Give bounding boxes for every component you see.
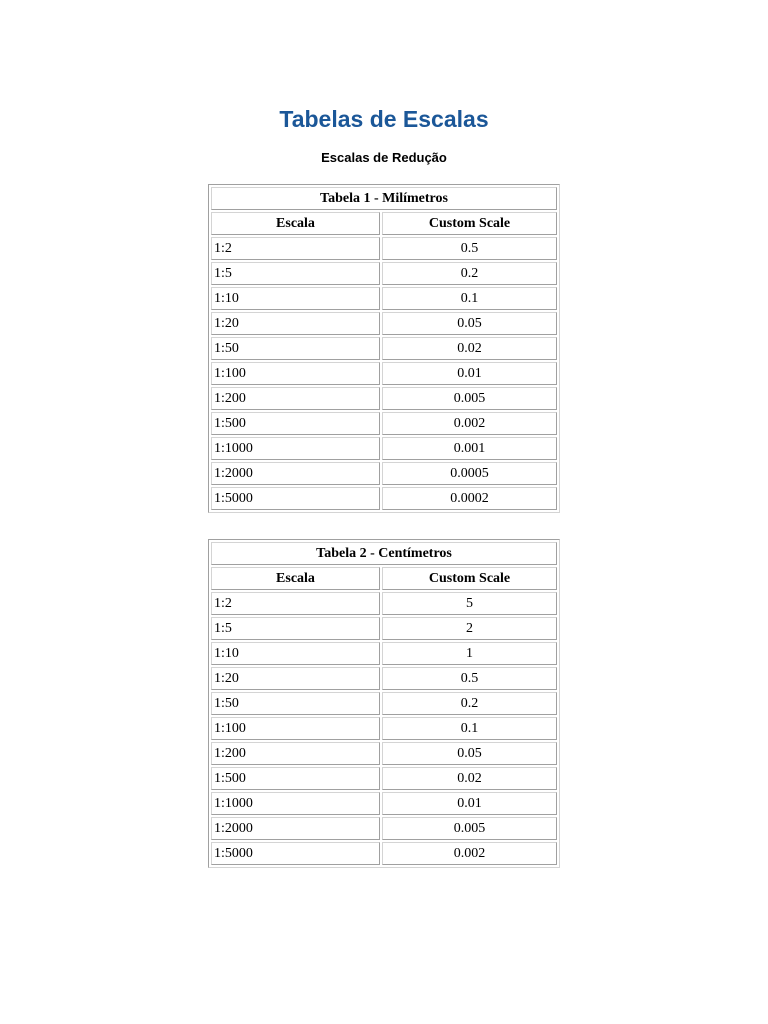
table-header-row xyxy=(211,212,557,235)
scale-ratio-cell: 1:2000 xyxy=(211,462,380,485)
custom-scale-cell: 0.002 xyxy=(382,842,557,865)
page-title: Tabelas de Escalas xyxy=(279,106,489,132)
table-row xyxy=(211,437,557,460)
custom-scale-cell: 0.5 xyxy=(382,237,557,260)
page-subtitle: Escalas de Redução xyxy=(321,150,447,165)
custom-scale-cell: 0.005 xyxy=(382,817,557,840)
table-row xyxy=(211,692,557,715)
column-header-escala: Escala xyxy=(211,212,380,235)
scale-ratio-cell: 1:10 xyxy=(211,287,380,310)
table-row xyxy=(211,237,557,260)
custom-scale-cell: 0.005 xyxy=(382,387,557,410)
scale-ratio-cell: 1:1000 xyxy=(211,437,380,460)
custom-scale-cell: 1 xyxy=(382,642,557,665)
scale-ratio-cell: 1:20 xyxy=(211,667,380,690)
table-row xyxy=(211,337,557,360)
custom-scale-cell: 0.1 xyxy=(382,717,557,740)
scale-ratio-cell: 1:50 xyxy=(211,692,380,715)
table-row xyxy=(211,592,557,615)
table-row xyxy=(211,412,557,435)
custom-scale-cell: 0.0005 xyxy=(382,462,557,485)
table-row xyxy=(211,792,557,815)
table-caption: Tabela 2 - Centímetros xyxy=(211,542,557,565)
table-row xyxy=(211,742,557,765)
scale-ratio-cell: 1:5000 xyxy=(211,487,380,510)
table-row xyxy=(211,842,557,865)
custom-scale-cell: 2 xyxy=(382,617,557,640)
scale-ratio-cell: 1:5 xyxy=(211,262,380,285)
scale-ratio-cell: 1:2 xyxy=(211,237,380,260)
scale-ratio-cell: 1:2000 xyxy=(211,817,380,840)
table-row xyxy=(211,642,557,665)
custom-scale-cell: 0.002 xyxy=(382,412,557,435)
table-row xyxy=(211,462,557,485)
table-caption-row xyxy=(211,542,557,565)
custom-scale-cell: 0.05 xyxy=(382,742,557,765)
table-row xyxy=(211,262,557,285)
column-header-custom-scale: Custom Scale xyxy=(382,567,557,590)
table-row xyxy=(211,817,557,840)
table-row xyxy=(211,767,557,790)
column-header-custom-scale: Custom Scale xyxy=(382,212,557,235)
table-header-row xyxy=(211,567,557,590)
table-row xyxy=(211,362,557,385)
table-row xyxy=(211,287,557,310)
table-body xyxy=(211,237,557,510)
table-row xyxy=(211,387,557,410)
table-row xyxy=(211,717,557,740)
scale-ratio-cell: 1:500 xyxy=(211,767,380,790)
table-row xyxy=(211,487,557,510)
scale-ratio-cell: 1:2 xyxy=(211,592,380,615)
custom-scale-cell: 5 xyxy=(382,592,557,615)
scale-ratio-cell: 1:5 xyxy=(211,617,380,640)
custom-scale-cell: 0.02 xyxy=(382,337,557,360)
scale-ratio-cell: 1:100 xyxy=(211,717,380,740)
custom-scale-cell: 0.01 xyxy=(382,362,557,385)
centimeters-table xyxy=(208,539,560,868)
custom-scale-cell: 0.05 xyxy=(382,312,557,335)
table-row xyxy=(211,617,557,640)
custom-scale-cell: 0.02 xyxy=(382,767,557,790)
custom-scale-cell: 0.0002 xyxy=(382,487,557,510)
scale-ratio-cell: 1:100 xyxy=(211,362,380,385)
scale-ratio-cell: 1:20 xyxy=(211,312,380,335)
scale-ratio-cell: 1:5000 xyxy=(211,842,380,865)
custom-scale-cell: 0.001 xyxy=(382,437,557,460)
custom-scale-cell: 0.2 xyxy=(382,262,557,285)
table-caption: Tabela 1 - Milímetros xyxy=(211,187,557,210)
table-body xyxy=(211,592,557,865)
scale-ratio-cell: 1:500 xyxy=(211,412,380,435)
custom-scale-cell: 0.2 xyxy=(382,692,557,715)
table-row xyxy=(211,312,557,335)
table-caption-row xyxy=(211,187,557,210)
scale-ratio-cell: 1:200 xyxy=(211,742,380,765)
scale-ratio-cell: 1:1000 xyxy=(211,792,380,815)
custom-scale-cell: 0.5 xyxy=(382,667,557,690)
table-row xyxy=(211,667,557,690)
scale-ratio-cell: 1:50 xyxy=(211,337,380,360)
custom-scale-cell: 0.01 xyxy=(382,792,557,815)
scale-ratio-cell: 1:200 xyxy=(211,387,380,410)
scale-ratio-cell: 1:10 xyxy=(211,642,380,665)
millimeters-table xyxy=(208,184,560,513)
custom-scale-cell: 0.1 xyxy=(382,287,557,310)
column-header-escala: Escala xyxy=(211,567,380,590)
